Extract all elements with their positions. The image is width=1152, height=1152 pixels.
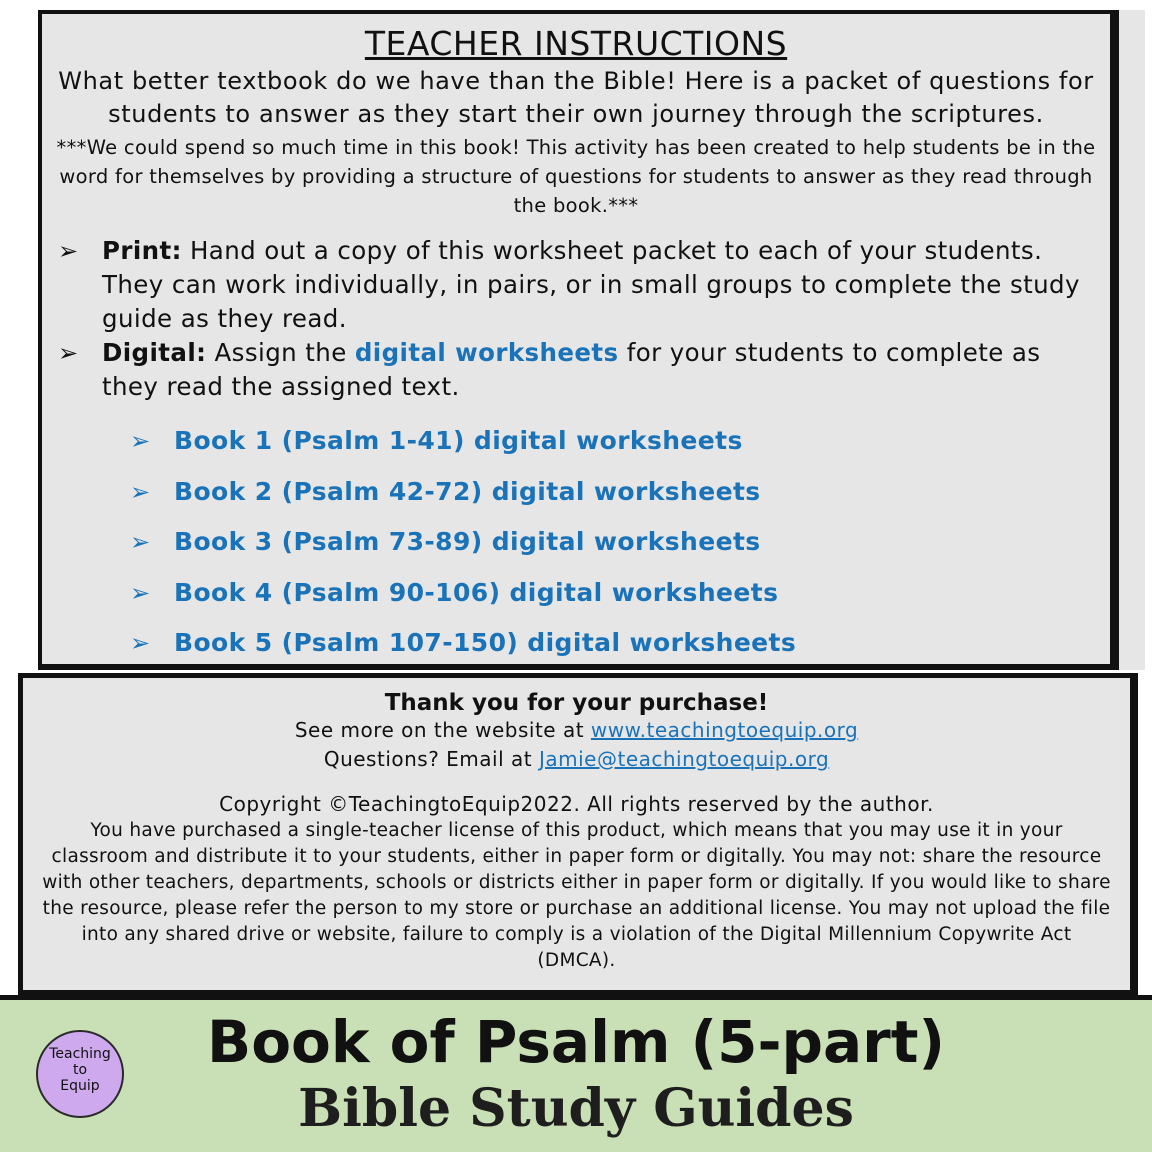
book-3-link[interactable]: ➢ Book 3 (Psalm 73-89) digital worksheets: [42, 517, 1110, 568]
arrow-bullet-icon: ➢: [130, 427, 151, 455]
digital-worksheets-link[interactable]: digital worksheets: [354, 338, 619, 367]
arrow-bullet-icon: ➢: [130, 629, 151, 657]
list-item-digital: [42, 336, 1092, 404]
arrow-bullet-icon: ➢: [130, 477, 151, 506]
license-text: You have purchased a single-teacher license of this product, which means that you may use it in your classroom and distribute it to your students, either in paper form or digitally. You may not: share the resource with other teachers, departments, schools or districts either in paper form or digitally. If you would like to share the resource, please refer the person to my store or purchase an additional license. You may not upload the file into any shared drive or website, failure to comply is a violation of the Digital Millennium Copywrite Act (DMCA).: [42, 820, 1111, 971]
instructions-note: ***We could spend so much time in this book! This activity has been created to help students be in the word for themselves by providing a structure of questions for students to answer as they read through the book.***: [56, 136, 1096, 217]
instructions-intro: What better textbook do we have than the Bible! Here is a packet of questions for students to answer as they start their own journey through the scriptures.: [58, 67, 1094, 128]
side-strip: [1116, 10, 1145, 670]
print-text: Hand out a copy of this worksheet packet to each of your students. They can work individually, in pairs, or in small groups to complete the study guide as they read.: [102, 236, 1080, 333]
book-4-link[interactable]: ➢ Book 4 (Psalm 90-106) digital worksheets: [42, 568, 1110, 619]
teacher-instructions-panel: [38, 10, 1116, 670]
email-link[interactable]: Jamie@teachingtoequip.org: [538, 747, 830, 771]
title-banner: [0, 995, 1152, 1152]
email-line: Questions? Email at Jamie@teachingtoequip.org: [323, 747, 830, 771]
digital-post: for your students to complete as they read the assigned text.: [102, 338, 1041, 401]
thank-you-heading: Thank you for your purchase!: [384, 690, 769, 716]
instructions-list: [42, 234, 1110, 404]
purchase-panel: [18, 673, 1138, 995]
website-link[interactable]: www.teachingtoequip.org: [590, 718, 859, 742]
book-5-link[interactable]: ➢ Book 5 (Psalm 107-150) digital worksheets: [42, 618, 1110, 669]
list-item-print: [42, 234, 1092, 336]
book-2-link[interactable]: ➢ Book 2 (Psalm 42-72) digital worksheets: [42, 467, 1110, 518]
website-line: See more on the website at www.teachingtoequip.org: [294, 718, 859, 742]
digital-pre: Assign the: [206, 338, 355, 367]
digital-label: Digital:: [102, 338, 207, 367]
banner-subtitle: Bible Study Guides: [298, 1078, 854, 1139]
arrow-bullet-icon: ➢: [58, 339, 79, 367]
arrow-bullet-icon: ➢: [130, 578, 151, 607]
print-label: Print:: [102, 236, 182, 265]
worksheet-links-list: [42, 416, 1110, 669]
copyright-text: Copyright ©TeachingtoEquip2022. All rights reserved by the author.: [219, 792, 934, 816]
book-1-link[interactable]: ➢ Book 1 (Psalm 1-41) digital worksheets: [42, 416, 1110, 467]
instructions-title: TEACHER INSTRUCTIONS: [364, 24, 788, 63]
arrow-bullet-icon: ➢: [130, 528, 151, 556]
banner-title: Book of Psalm (5-part): [206, 1008, 946, 1076]
arrow-bullet-icon: ➢: [58, 237, 79, 265]
teaching-to-equip-logo: Teaching to Equip: [36, 1030, 124, 1118]
